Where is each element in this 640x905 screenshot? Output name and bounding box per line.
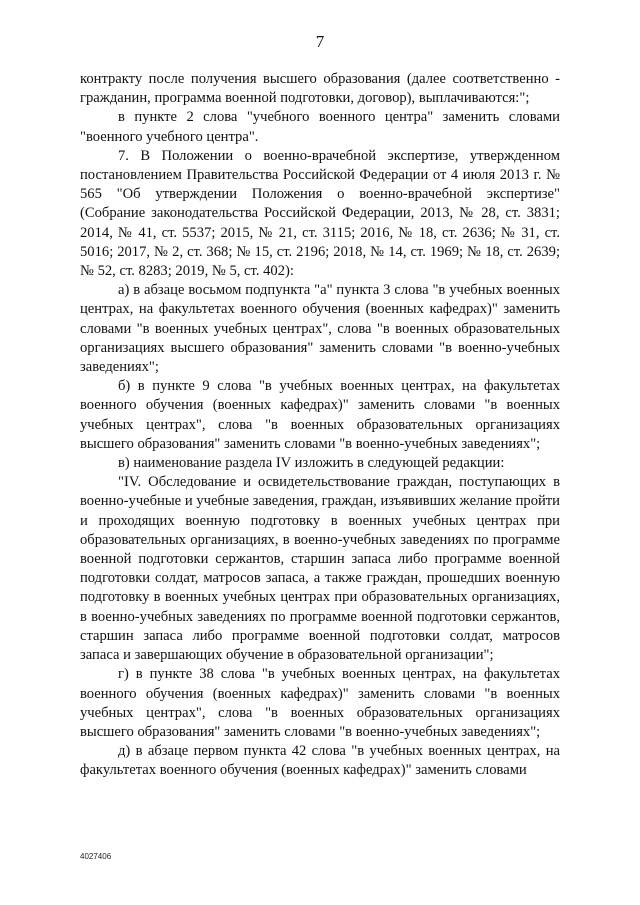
paragraph: 7. В Положении о военно-врачебной экспертизе, утвержденном постановлением Правительства Российской Федерации от 4 июля 2013 г. № 565 "Об утверждении Положения о военно-врачебной экспертизе" (Собрание законодательства Российской Федерации, 2013, № 28, ст. 3831; 2014, № 41, ст. 5537; 2015, № 21, ст. 3115; 2016, № 18, ст. 2636; № 31, ст. 5016; 2017, № 2, ст. 368; № 15, ст. 2196; 2018, № 14, ст. 1969; № 18, ст. 2639; № 52, ст. 8283; 2019, № 5, ст. 402): [80, 147, 560, 280]
paragraph: в пункте 2 слова "учебного военного центра" заменить словами "военного учебного центра". [80, 109, 560, 145]
paragraph: в) наименование раздела IV изложить в следующей редакции: [118, 455, 505, 472]
paragraph: контракту после получения высшего образования (далее соответственно - гражданин, программа военной подготовки, договор), выплачиваются:"; [80, 71, 560, 107]
paragraph: а) в абзаце восьмом подпункта "а" пункта 3 слова "в учебных военных центрах, на факультетах военного обучения (военных кафедрах)" заменить словами "в военных учебных центрах", слова "в военных образовательных организациях высшего образования" заменить словами "в военно-учебных заведениях"; [80, 282, 560, 376]
paragraph: б) в пункте 9 слова "в учебных военных центрах, на факультетах военного обучения (военных кафедрах)" заменить словами "в военных учебных центрах", слова "в военных образовательных организациях высшего образования" заменить словами "в военно-учебных заведениях"; [80, 378, 560, 452]
page-number: 7 [315, 32, 325, 51]
paragraph: "IV. Обследование и освидетельствование граждан, поступающих в военно-учебные и учебные заведения, граждан, изъявивших желание пройти и проходящих военную подготовку в военных учебных центрах при образовательных организациях, в военно-учебных заведениях по программе военной подготовки сержантов, старшин запаса либо программе военной подготовки солдат, матросов запаса, а также граждан, прошедших военную подготовку в военных учебных центрах при образовательных организациях, в военно-учебных заведениях по программе военной подготовки сержантов, старшин запаса либо программе военной подготовки солдат, матросов запаса и завершающих обучение в образовательной организации"; [80, 474, 560, 664]
paragraph: г) в пункте 38 слова "в учебных военных центрах, на факультетах военного обучения (военных кафедрах)" заменить словами "в военных учебных центрах", слова "в военных образовательных организациях высшего образования" заменить словами "в военно-учебных заведениях"; [80, 666, 560, 740]
paragraph: д) в абзаце первом пункта 42 слова "в учебных военных центрах, на факультетах военного обучения (военных кафедрах)" заменить словами [80, 743, 560, 779]
document-code: 4027406 [80, 852, 112, 861]
document-body [80, 70, 560, 781]
